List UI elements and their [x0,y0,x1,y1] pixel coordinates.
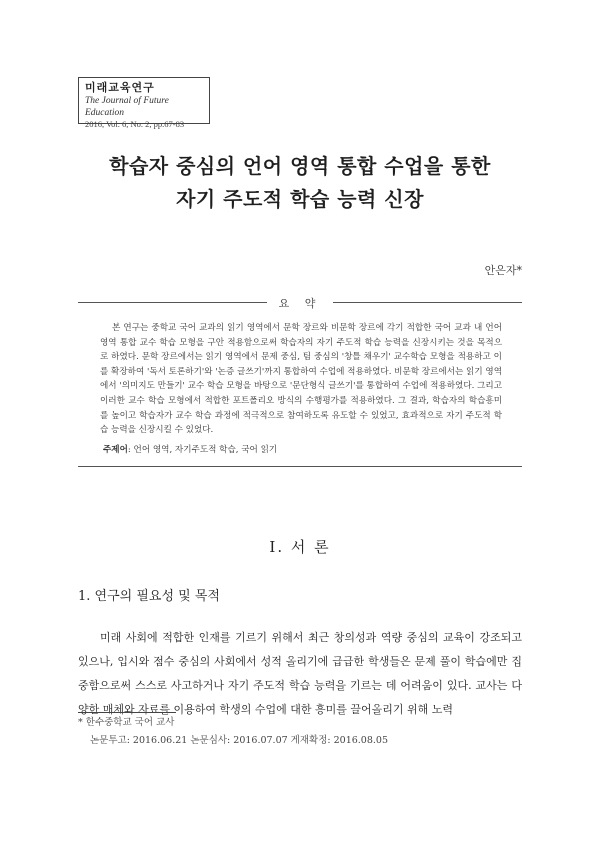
journal-name-english: The Journal of Future Education [85,96,169,118]
subsection-heading: 1. 연구의 필요성 및 목적 [78,589,220,604]
submission-dates: 논문투고: 2016.06.21 논문심사: 2016.07.07 게재확정: 2016.08.05 [90,735,389,746]
paper-title [60,150,540,216]
abstract-heading [0,295,600,311]
section-heading: I. 서 론 [269,538,331,556]
keywords-list: : 언어 영역, 자기주도적 학습, 국어 읽기 [127,445,278,455]
footnote-affiliation: * 한수중학교 국어 교사 [78,717,175,728]
journal-volume-info: 2016, Vol. 6, No. 2, pp.67-83 [85,119,185,129]
paper-title-line-1: 학습자 중심의 언어 영역 통합 수업을 통한 [109,154,491,178]
keywords-label: 주제어 [103,445,128,455]
body-paragraph: 미래 사회에 적합한 인재를 기르기 위해서 최근 창의성과 역량 중심의 교육이 강조되고 있으나, 입시와 점수 중심의 사회에서 성적 올리기에 급급한 학생들은 문제 풀이 학습에만 집중함으로써 스스로 사고하거나 자기 주도적 학습 능력을 기르는 데 어려움이 있다. 교사는 다양한 매체와 자료를 이용하여 학생의 수업에 대한 흥미를 끌어올리기 위해 노력 [78,631,522,716]
abstract-heading-label: 요 약 [267,297,334,310]
author-name: 안은자* [484,264,522,277]
abstract-text: 본 연구는 중학교 국어 교과의 읽기 영역에서 문학 장르와 비문학 장르에 각기 적합한 국어 교과 내 언어 영역 통합 교수 학습 모형을 구안 적용함으로써 학습자의 자기 주도적 학습 능력을 신장시키는 것을 목적으로 하였다. 문학 장르에서는 읽기 영역에서 문제 중심, 팀 중심의 '창틀 채우기' 교수학습 모형을 적용하고 이를 확장하여 '독서 토론하기'와 '논증 글쓰기'까지 통합하여 수업에 적용하였다. 비문학 장르에서는 읽기 영역에서 '의미지도 만들기' 교수 학습 모형을 바탕으로 '문단형식 글쓰기'를 통합하여 수업에 적용하였다. 그리고 이러한 교수 학습 모형에서 적합한 포트폴리오 방식의 수행평가를 적용하였다. 그 결과, 학습자의 학습흥미를 높이고 학습자가 교수 학습 과정에 적극적으로 참여하도록 유도할 수 있었고, 효과적으로 자기 주도적 학습 능력을 신장시킬 수 있었다. [100,323,502,436]
paper-title-line-2: 자기 주도적 학습 능력 신장 [176,187,424,211]
journal-info-box [78,77,210,129]
footnote-rule [78,712,176,713]
keywords [103,443,277,455]
journal-name: 미래교육연구 [85,81,155,94]
abstract-bottom-rule [78,466,522,467]
